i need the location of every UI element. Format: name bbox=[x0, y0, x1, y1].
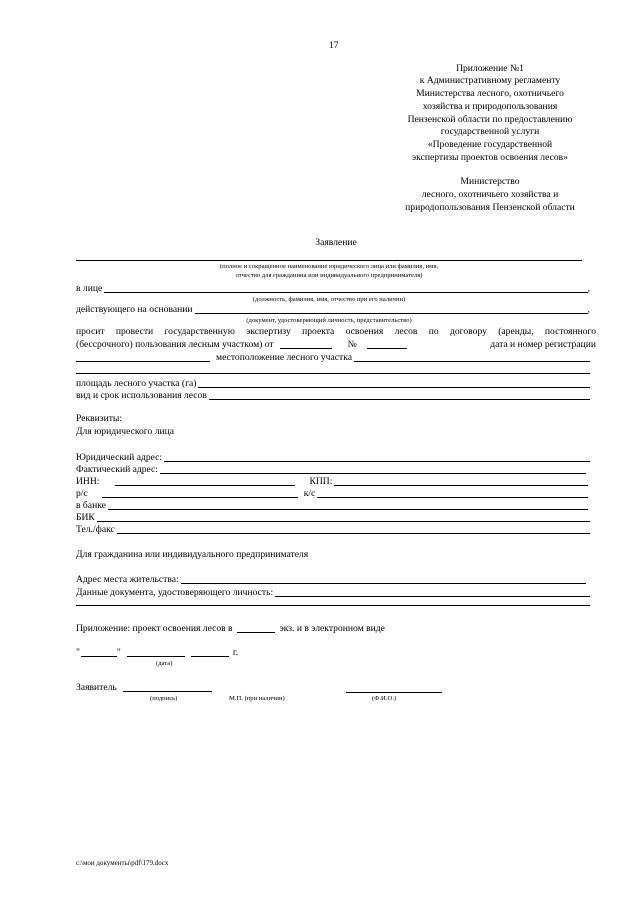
actual-address-field[interactable] bbox=[160, 473, 586, 474]
acting-basis-field[interactable] bbox=[195, 313, 588, 314]
acting-basis-label: действующего на основании bbox=[76, 304, 193, 315]
addressee-line-2: лесного, охотничьего хозяйства и bbox=[421, 189, 559, 200]
legal-entity-label: Для юридического лица bbox=[76, 426, 175, 437]
hint-person: (должность, фамилия, имя, отчество при его наличии) bbox=[252, 296, 406, 303]
phone-label: Тел./факс bbox=[76, 524, 115, 535]
actual-address-label: Фактический адрес: bbox=[76, 464, 158, 475]
bank-label: в банке bbox=[76, 500, 106, 511]
hint-document: (документ, удостоверяющий личность, представительство) bbox=[246, 317, 412, 324]
corr-account-field[interactable] bbox=[317, 497, 588, 498]
legal-address-label: Юридический адрес: bbox=[76, 452, 163, 463]
request-line-1: просит провести государственную экспертизу проекта освоения лесов по договору (аренды, постоянного bbox=[76, 326, 596, 337]
appendix-line-7: «Проведение государственной bbox=[427, 139, 553, 150]
request-line-2-c: дата и номер регистрации bbox=[490, 339, 596, 350]
area-field[interactable] bbox=[198, 387, 590, 388]
location-field-continued[interactable] bbox=[76, 373, 590, 374]
footer-file-path: c:\мои документы\pdf\179.docx bbox=[76, 859, 169, 867]
request-line-2-b: № bbox=[347, 339, 357, 350]
page-number: 17 bbox=[329, 40, 339, 51]
in-person-label: в лице bbox=[76, 283, 103, 294]
year-suffix: г. bbox=[232, 647, 239, 658]
appendix-line-8: экспертизы проектов освоения лесов» bbox=[412, 152, 568, 163]
hint-signature: (подпись) bbox=[150, 695, 178, 702]
in-person-field[interactable] bbox=[104, 292, 587, 293]
appendix-line-6: государственной услуги bbox=[440, 126, 540, 137]
appendix-line-3: Министерства лесного, охотничьего bbox=[416, 88, 564, 99]
area-label: площадь лесного участка (га) bbox=[76, 378, 197, 389]
id-doc-field[interactable] bbox=[275, 596, 590, 597]
residence-field[interactable] bbox=[181, 583, 586, 584]
bank-field[interactable] bbox=[108, 509, 588, 510]
applicant-name-field[interactable] bbox=[76, 260, 582, 261]
citizen-label: Для гражданина или индивидуального предпринимателя bbox=[76, 549, 309, 560]
signature-field[interactable] bbox=[123, 691, 212, 692]
appendix-line-1: Приложение №1 bbox=[456, 63, 524, 74]
account-field[interactable] bbox=[102, 497, 298, 498]
hint-applicant-1: (полное и сокращенное наименование юридического лица или фамилия, имя, bbox=[219, 263, 438, 270]
registration-field[interactable] bbox=[76, 361, 210, 362]
requisites-label: Реквизиты: bbox=[76, 413, 123, 424]
id-doc-field-continued[interactable] bbox=[76, 605, 590, 606]
addressee-line-3: природопользования Пензенской области bbox=[405, 202, 575, 213]
hint-applicant-2: отчество для гражданина или индивидуального предпринимателя) bbox=[235, 272, 423, 279]
usage-field[interactable] bbox=[209, 399, 590, 400]
document-title: Заявление bbox=[315, 237, 357, 248]
copies-field[interactable] bbox=[237, 632, 275, 633]
fio-field[interactable] bbox=[346, 692, 442, 693]
bik-field[interactable] bbox=[97, 521, 590, 522]
kpp-field[interactable] bbox=[334, 485, 588, 486]
addressee-line-1: Министерство bbox=[460, 176, 520, 187]
residence-label: Адрес места жительства: bbox=[76, 574, 179, 585]
id-doc-label: Данные документа, удостоверяющего личность: bbox=[76, 587, 274, 598]
quote-close: " bbox=[116, 647, 121, 658]
hint-fio: (Ф.И.О.) bbox=[372, 695, 397, 702]
appendix-line-4: хозяйства и природопользования bbox=[422, 101, 558, 112]
location-field[interactable] bbox=[354, 361, 590, 362]
request-line-3-b: местоположение лесного участка bbox=[216, 352, 352, 363]
month-field[interactable] bbox=[127, 656, 185, 657]
appendix-line-5: Пензенской области по предоставлению bbox=[407, 114, 573, 125]
inn-field[interactable] bbox=[115, 485, 295, 486]
legal-address-field[interactable] bbox=[164, 461, 590, 462]
corr-account-label: к/с bbox=[303, 488, 316, 499]
phone-field[interactable] bbox=[117, 533, 590, 534]
request-line-2-a: (бессрочного) пользования лесным участком) от bbox=[76, 339, 274, 350]
attachment-suffix: экз. и в электронном виде bbox=[279, 623, 385, 634]
contract-number-field[interactable] bbox=[367, 348, 407, 349]
hint-date: (дата) bbox=[156, 660, 173, 667]
year-field[interactable] bbox=[191, 656, 229, 657]
day-field[interactable] bbox=[81, 656, 117, 657]
inn-label: ИНН: bbox=[76, 476, 100, 487]
attachment-label: Приложение: проект освоения лесов в bbox=[76, 623, 233, 634]
hint-stamp: М.П. (при наличии) bbox=[229, 695, 285, 702]
bik-label: БИК bbox=[76, 512, 95, 523]
contract-date-field[interactable] bbox=[280, 348, 332, 349]
appendix-line-2: к Административному регламенту bbox=[419, 75, 561, 86]
quote-open: " bbox=[76, 647, 80, 658]
kpp-label: КПП: bbox=[309, 476, 333, 487]
usage-label: вид и срок использования лесов bbox=[76, 390, 207, 401]
account-label: р/с bbox=[76, 488, 88, 499]
applicant-label: Заявитель bbox=[76, 682, 117, 693]
